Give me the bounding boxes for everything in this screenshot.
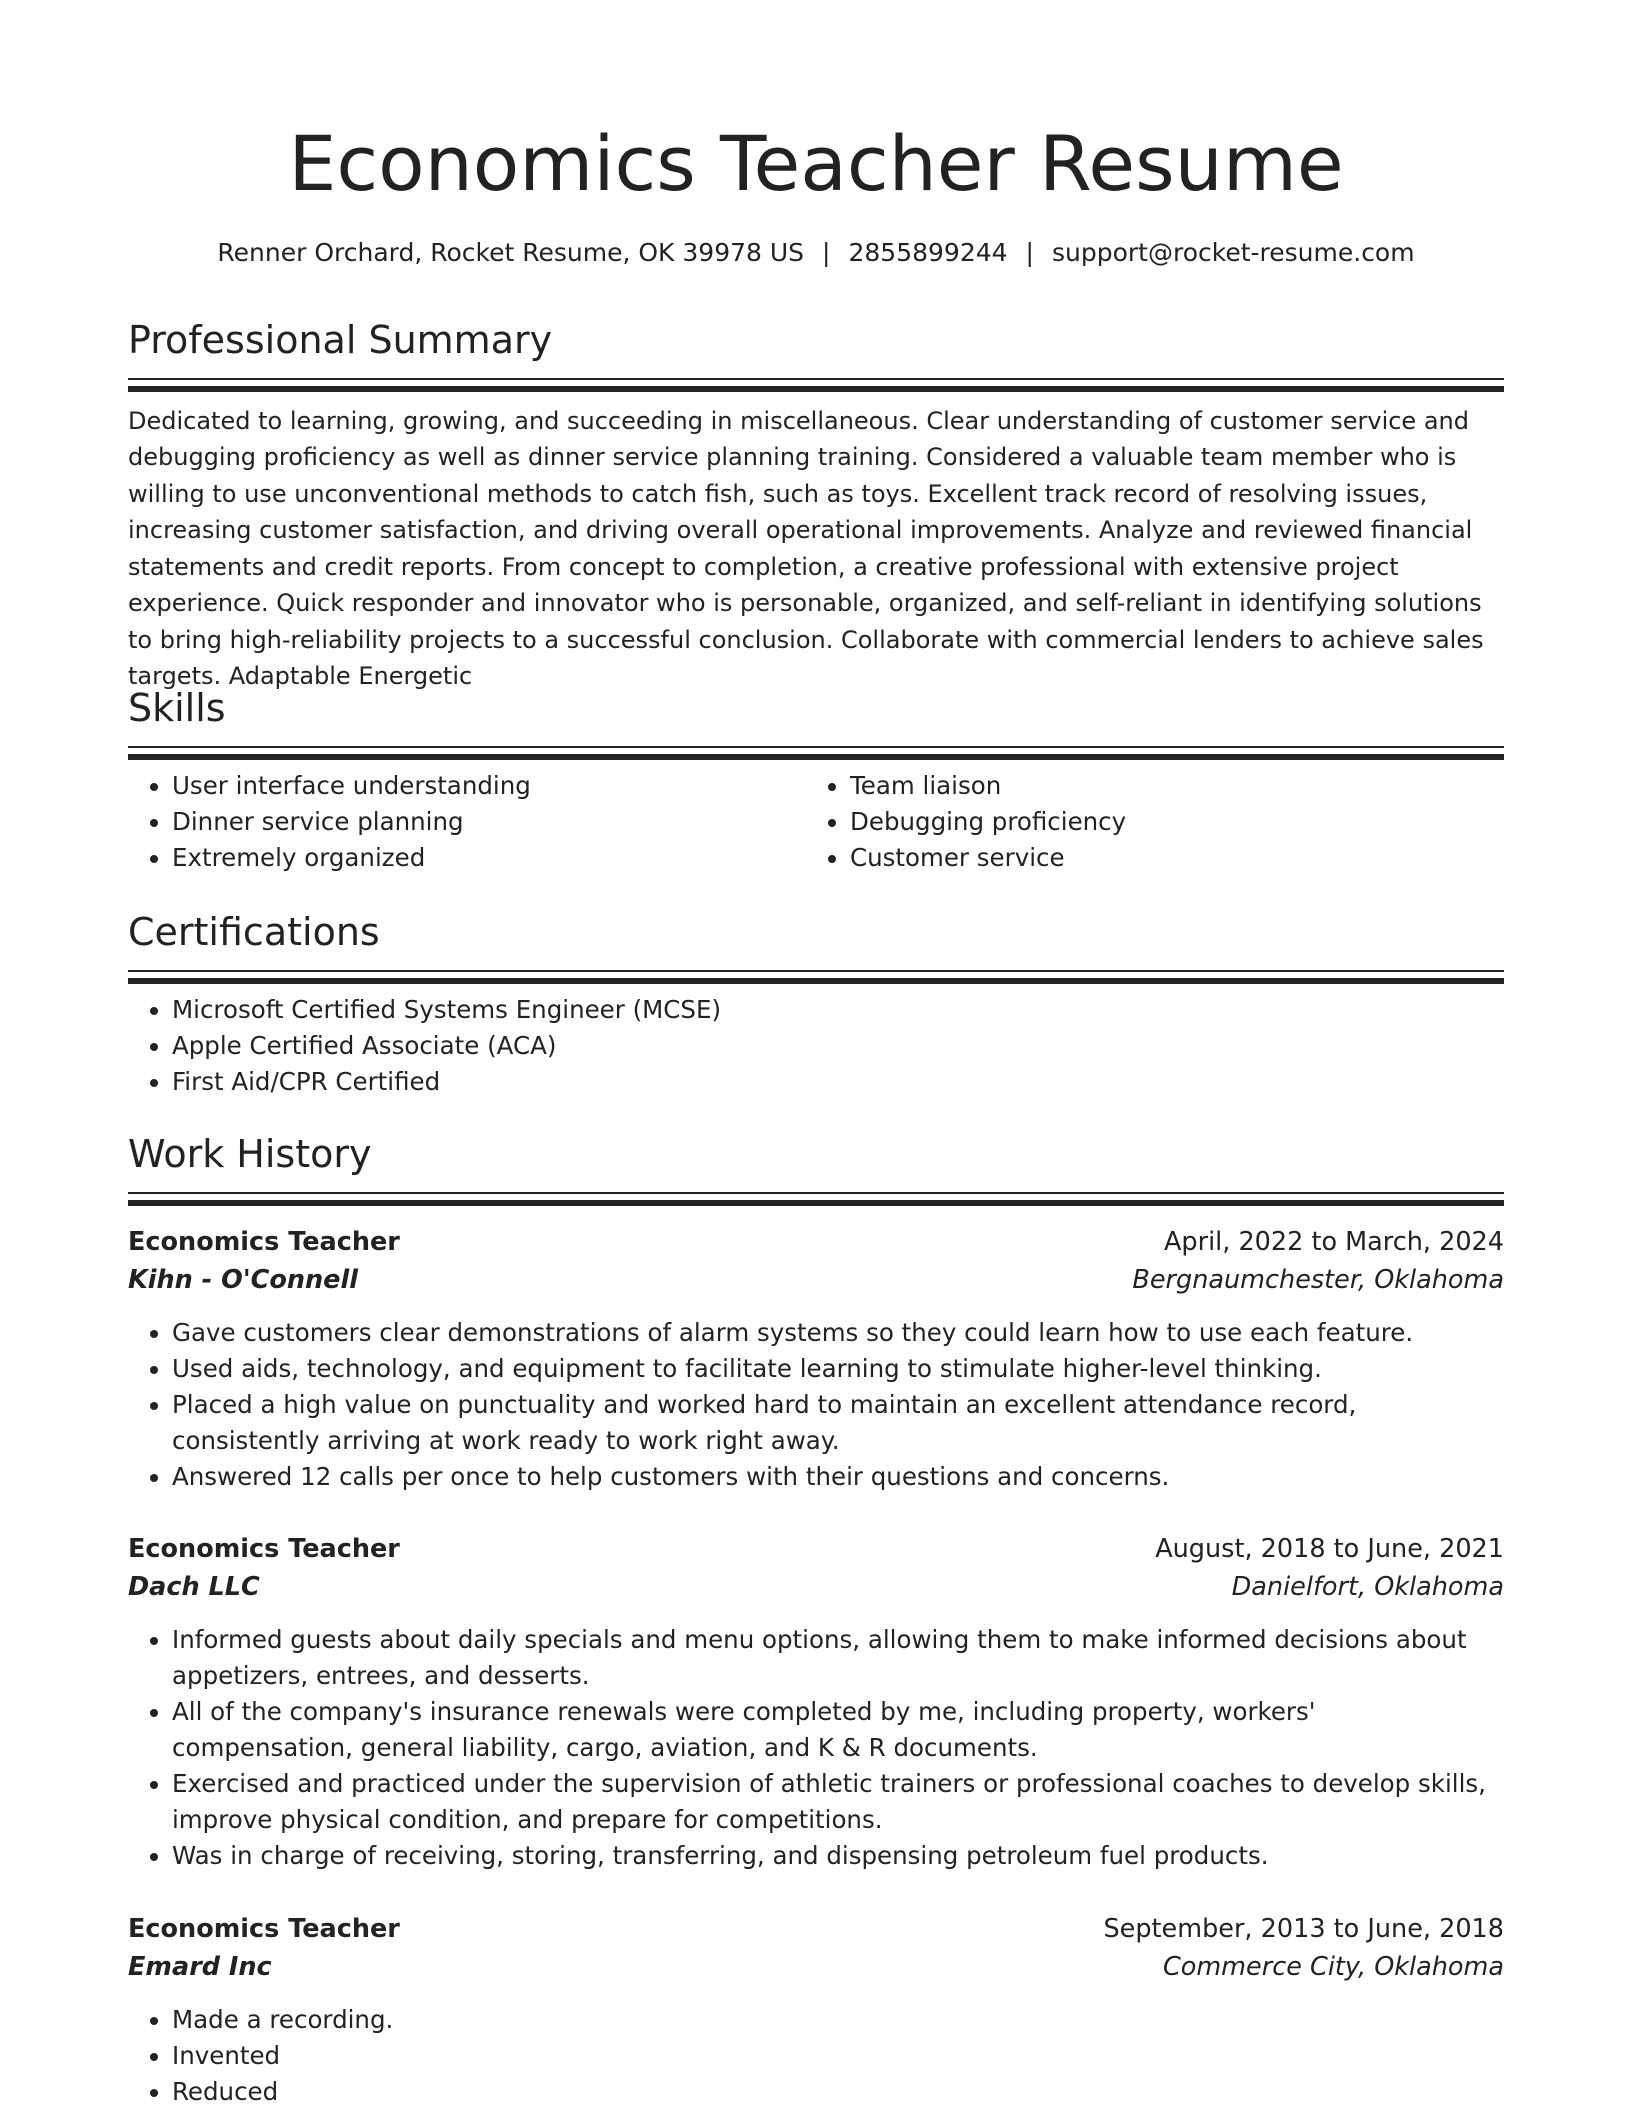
job-entry [128,1910,1504,2110]
resume-title: Economics Teacher Resume [288,119,1344,208]
job-duties-list [128,2002,1504,2110]
summary-section [128,318,1504,695]
job-duty: • Placed a high value on punctuality and worked hard to maintain an excellent attendance record, consistently arriving at work ready to work right away. [172,1387,1504,1459]
job-duty: • Was in charge of receiving, storing, transferring, and dispensing petroleum fuel products. [172,1838,1504,1874]
job-header-row [128,1223,1504,1261]
contact-email: support@rocket-resume.com [1051,238,1415,267]
job-title: Economics Teacher [128,1534,400,1564]
skills-grid [128,768,1504,876]
section-divider [128,746,1504,758]
certifications-list [128,992,1504,1100]
job-location: Bergnaumchester, Oklahoma [1132,1265,1504,1295]
certification-item: • First Aid/CPR Certified [172,1064,1504,1100]
skill-item: • Dinner service planning [172,804,806,840]
skills-heading: Skills [128,686,226,730]
job-duty: • Made a recording. [172,2002,1504,2038]
summary-heading: Professional Summary [128,318,553,362]
job-header-row [128,1530,1504,1568]
certifications-heading: Certifications [128,910,380,954]
job-duties-list [128,1315,1504,1495]
section-divider [128,1192,1504,1204]
certification-item: • Apple Certified Associate (ACA) [172,1028,1504,1064]
job-duty: • All of the company's insurance renewals were completed by me, including property, workers' compensation, general liability, cargo, aviation, and K & R documents. [172,1694,1504,1766]
job-duty: • Exercised and practiced under the supervision of athletic trainers or professional coaches to develop skills, improve physical condition, and prepare for competitions. [172,1766,1504,1838]
job-dates: September, 2013 to June, 2018 [1103,1914,1504,1944]
job-company: Dach LLC [128,1572,260,1602]
contact-separator: | [1025,238,1034,267]
certifications-section [128,910,1504,1100]
contact-line [128,237,1504,270]
skill-item: • Extremely organized [172,840,806,876]
contact-separator: | [822,238,831,267]
job-duty: • Answered 12 calls per once to help customers with their questions and concerns. [172,1459,1504,1495]
job-title: Economics Teacher [128,1914,400,1944]
job-duty: • Reduced [172,2074,1504,2110]
job-duties-list [128,1622,1504,1874]
job-duty: • Informed guests about daily specials and menu options, allowing them to make informed decisions about appetizers, entrees, and desserts. [172,1622,1504,1694]
skills-list-left [128,768,806,876]
certification-item: • Microsoft Certified Systems Engineer (MCSE) [172,992,1504,1028]
skills-section [128,686,1504,876]
job-entry [128,1223,1504,1495]
job-subheader-row [128,1261,1504,1299]
skills-list-right [806,768,1484,876]
job-company: Kihn - O'Connell [128,1265,358,1295]
job-dates: August, 2018 to June, 2021 [1155,1534,1504,1564]
section-divider [128,378,1504,390]
job-company: Emard Inc [128,1952,272,1982]
job-title: Economics Teacher [128,1227,400,1257]
summary-text: Dedicated to learning, growing, and succeeding in miscellaneous. Clear understanding of customer service and debugging proficiency as well as dinner service planning training. Considered a valuable team member who is willing to use unconventional methods to catch fish, such as toys. Excellent track record of resolving issues, increasing customer satisfaction, and driving overall operational improvements. Analyze and reviewed financial statements and credit reports. From concept to completion, a creative professional with extensive project experience. Quick responder and innovator who is personable, organized, and self-reliant in identifying solutions to bring high-reliability projects to a successful conclusion. Collaborate with commercial lenders to achieve sales targets. Adaptable Energetic [128,406,1484,691]
job-entry [128,1530,1504,1874]
contact-address: Renner Orchard, Rocket Resume, OK 39978 US [217,238,805,267]
work-history-section [128,1132,1504,1204]
job-duty: • Used aids, technology, and equipment to facilitate learning to stimulate higher-level thinking. [172,1351,1504,1387]
job-subheader-row [128,1948,1504,1986]
job-header-row [128,1910,1504,1948]
work-history-heading: Work History [128,1132,372,1176]
job-duty: • Gave customers clear demonstrations of alarm systems so they could learn how to use each feature. [172,1315,1504,1351]
skill-item: • Debugging proficiency [850,804,1484,840]
job-subheader-row [128,1568,1504,1606]
job-location: Danielfort, Oklahoma [1231,1572,1504,1602]
skill-item: • User interface understanding [172,768,806,804]
job-duty: • Invented [172,2038,1504,2074]
contact-phone: 2855899244 [848,238,1008,267]
job-location: Commerce City, Oklahoma [1162,1952,1504,1982]
job-dates: April, 2022 to March, 2024 [1163,1227,1504,1257]
skill-item: • Customer service [850,840,1484,876]
section-divider [128,970,1504,982]
skill-item: • Team liaison [850,768,1484,804]
